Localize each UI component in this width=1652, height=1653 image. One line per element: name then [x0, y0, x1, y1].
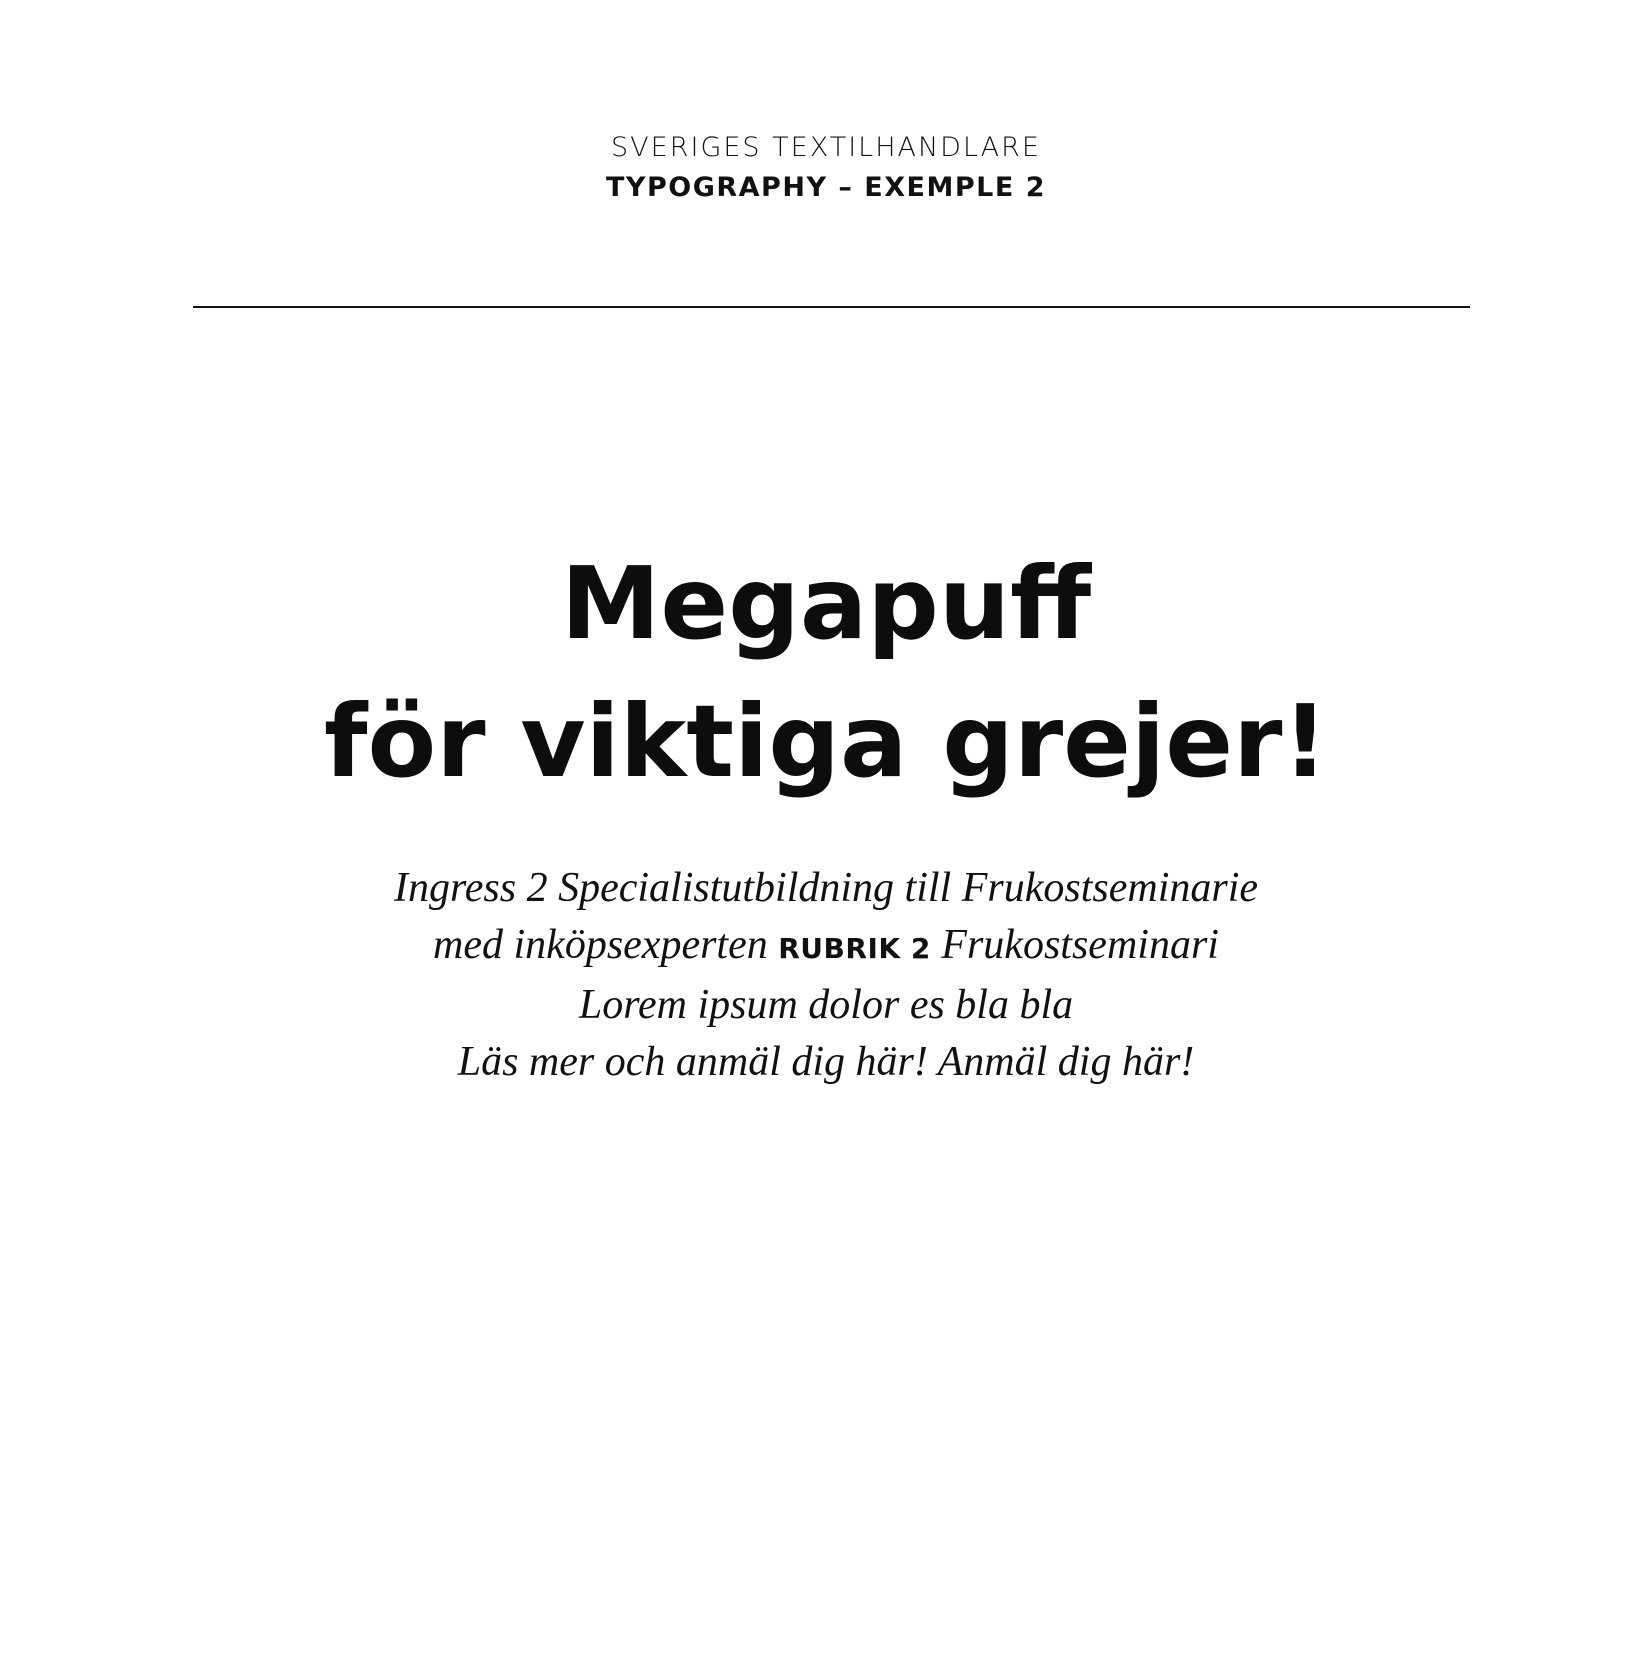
headline-line-1: Megapuff: [560, 545, 1092, 662]
page-header: [0, 128, 1652, 208]
ingress-line-1: Ingress 2 Specialistutbildning till Frukostseminarie: [393, 865, 1259, 911]
organization-name: SVERIGES TEXTILHANDLARE: [611, 132, 1041, 163]
ingress-text: [0, 860, 1652, 1091]
ingress-line-4: Läs mer och anmäl dig här! Anmäl dig här!: [457, 1039, 1195, 1085]
page-subtitle: TYPOGRAPHY – EXEMPLE 2: [606, 172, 1046, 203]
ingress-line-3: Lorem ipsum dolor es bla bla: [578, 982, 1074, 1028]
headline: [0, 535, 1652, 811]
headline-line-2: för viktiga grejer!: [323, 683, 1328, 800]
ingress-line-2: [0, 917, 1652, 977]
header-divider: [193, 306, 1470, 308]
ingress-line-2-start: med inköpsexperten: [433, 922, 768, 968]
rubrik-label: RUBRIK 2: [778, 932, 931, 965]
ingress-line-2-end: Frukostseminari: [941, 922, 1219, 968]
